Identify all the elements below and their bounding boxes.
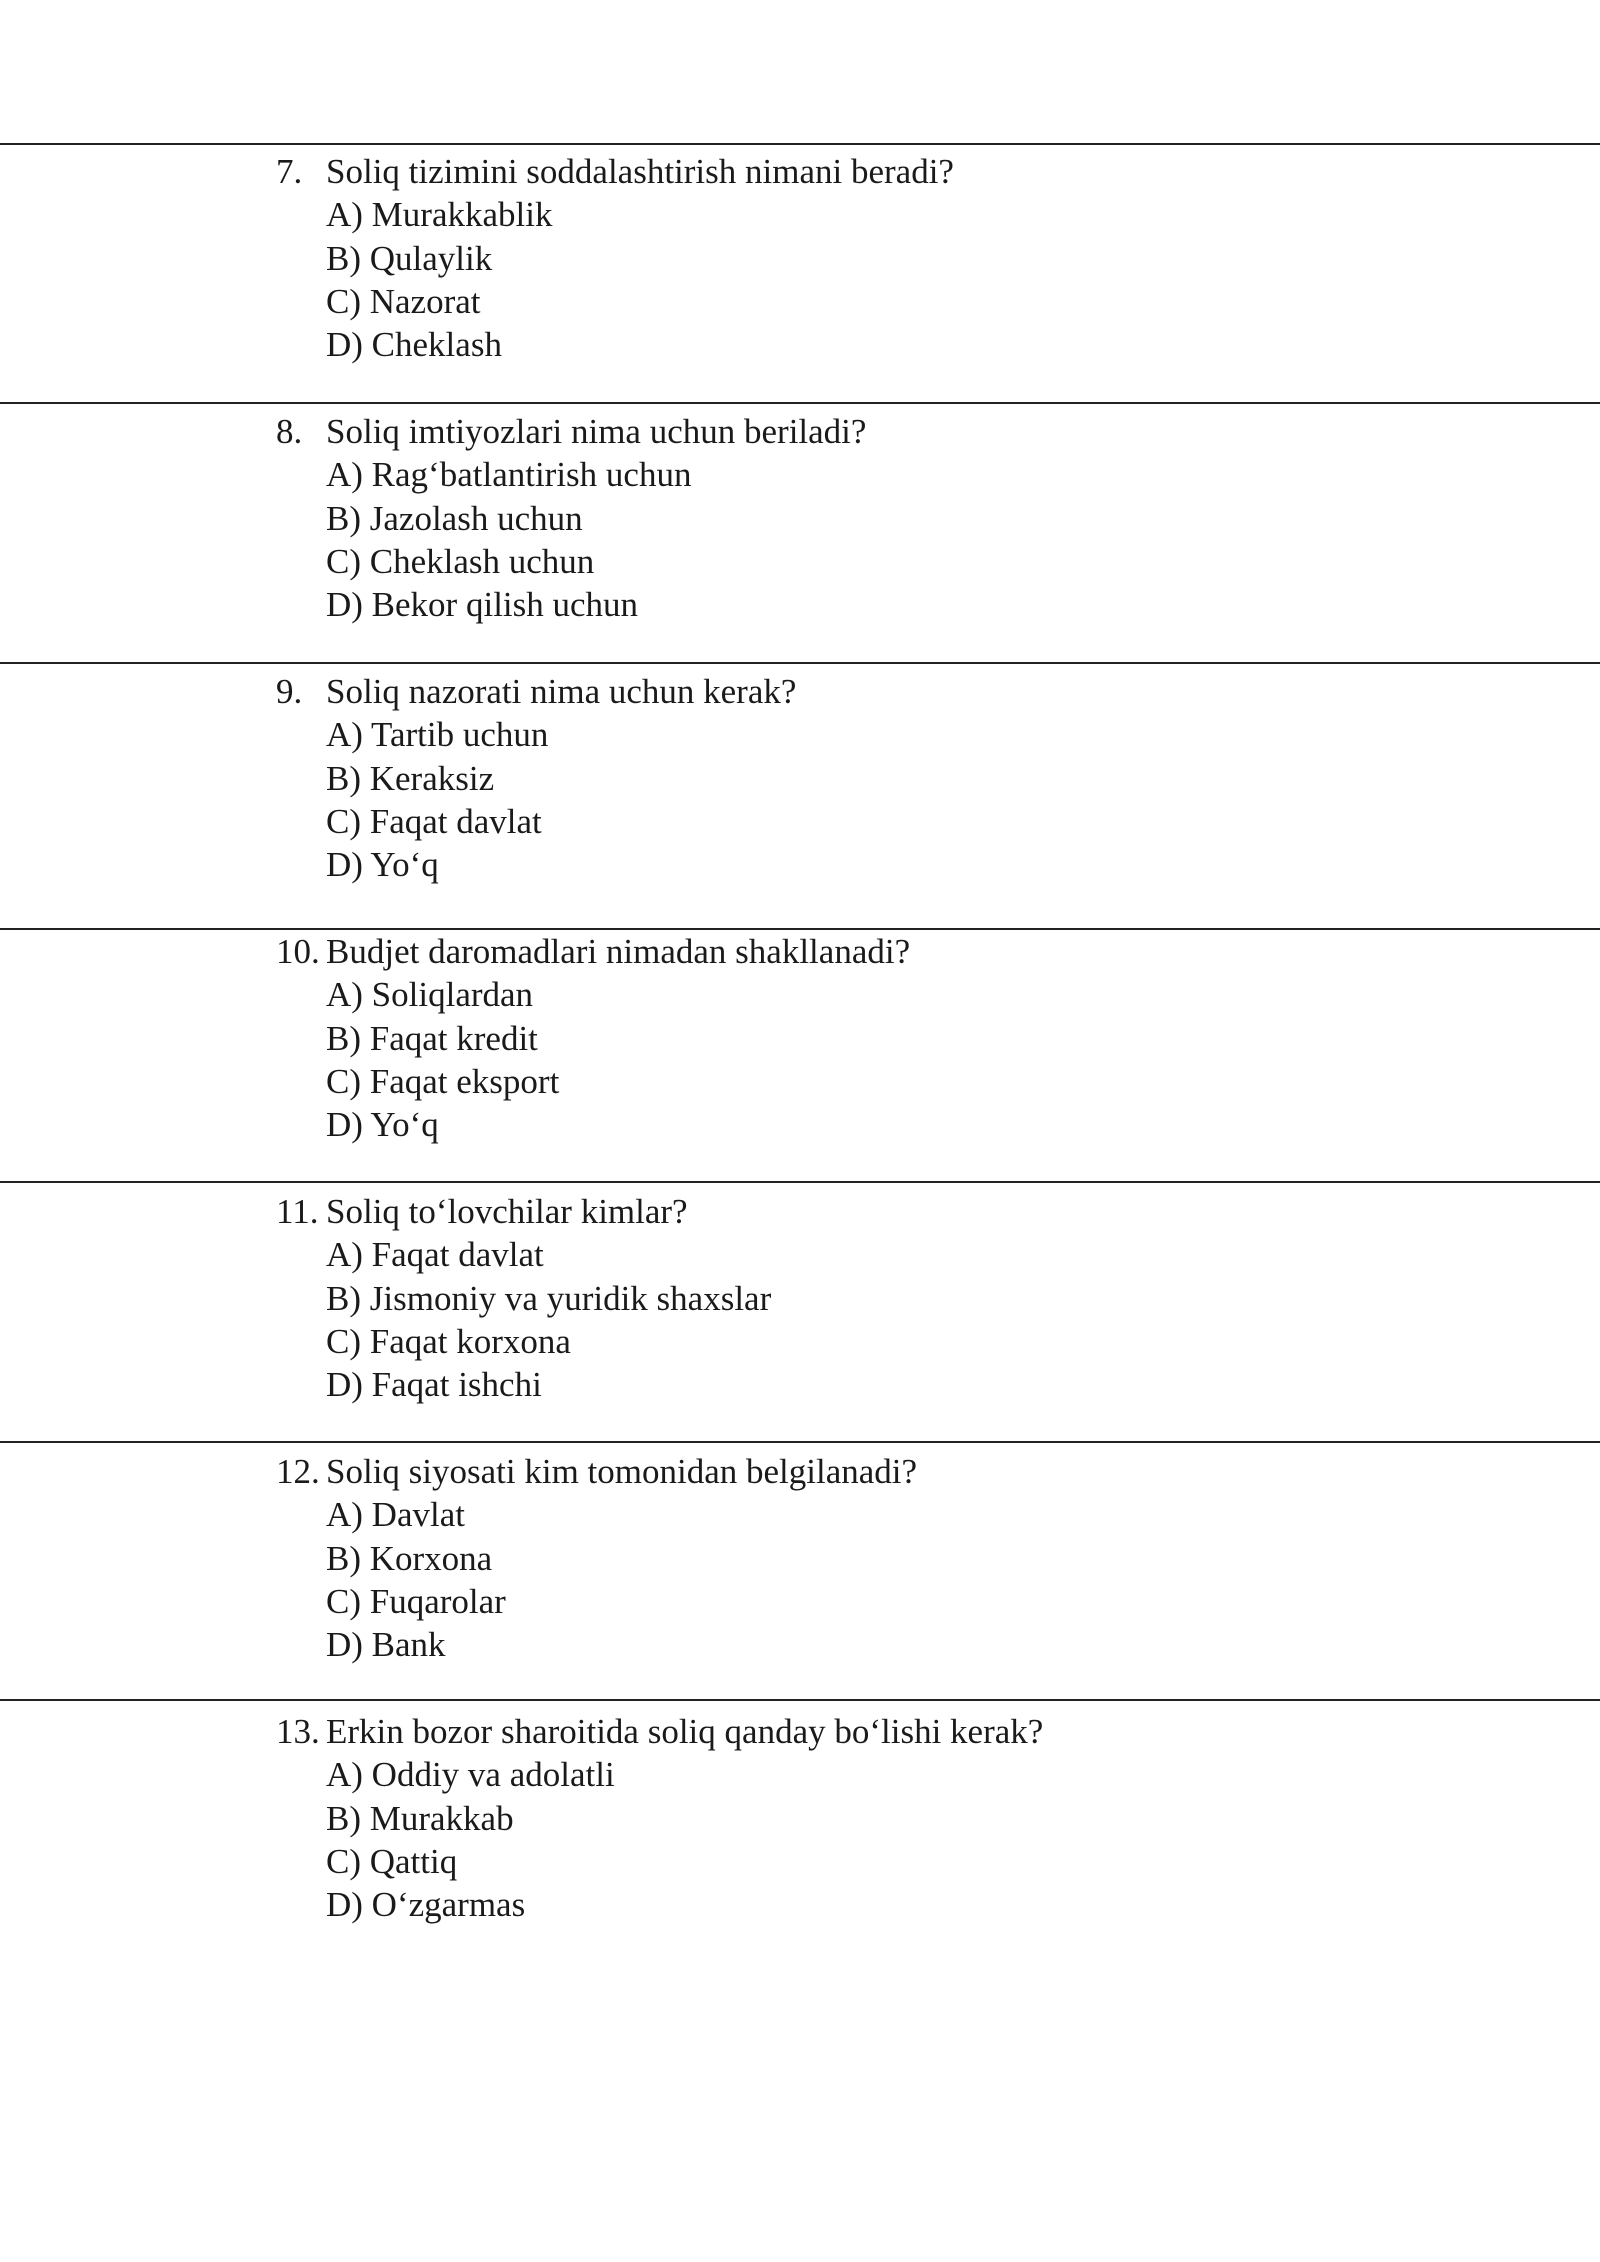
question-text: Soliq nazorati nima uchun kerak?	[326, 672, 797, 711]
question-line	[276, 1190, 1476, 1233]
question-number: 8.	[276, 412, 303, 451]
answer-option-d: D) Yo‘q	[326, 845, 439, 885]
question-number: 12.	[276, 1452, 320, 1491]
answer-option-c: C) Faqat eksport	[326, 1061, 560, 1101]
question-number: 9.	[276, 672, 303, 711]
answer-option-a: A) Davlat	[326, 1495, 465, 1535]
question-12	[276, 1450, 1476, 1666]
answer-option-a: A) Faqat davlat	[326, 1235, 544, 1275]
answer-option-b: B) Murakkab	[326, 1798, 514, 1838]
answer-option-c: C) Qattiq	[326, 1841, 458, 1881]
question-text: Soliq imtiyozlari nima uchun beriladi?	[326, 412, 867, 451]
divider-rule	[0, 1699, 1600, 1701]
question-line	[276, 410, 1476, 453]
answer-option-a: A) Soliqlardan	[326, 975, 534, 1015]
question-text: Erkin bozor sharoitida soliq qanday bo‘lishi kerak?	[326, 1712, 1044, 1751]
question-7	[276, 150, 1476, 366]
question-9	[276, 670, 1476, 886]
question-number: 13.	[276, 1712, 320, 1751]
answer-option-d: D) O‘zgarmas	[326, 1885, 526, 1925]
answer-option-b: B) Jismoniy va yuridik shaxslar	[326, 1278, 772, 1318]
answer-option-b: B) Keraksiz	[326, 758, 495, 798]
answer-option-b: B) Qulaylik	[326, 238, 493, 278]
answer-option-c: C) Nazorat	[326, 281, 481, 321]
question-line	[276, 1710, 1476, 1753]
divider-rule	[0, 402, 1600, 404]
answer-option-b: B) Faqat kredit	[326, 1018, 538, 1058]
question-text: Soliq siyosati kim tomonidan belgilanadi?	[326, 1452, 918, 1491]
question-10	[276, 930, 1476, 1146]
question-line	[276, 1450, 1476, 1493]
answer-option-d: D) Cheklash	[326, 325, 502, 365]
question-line	[276, 930, 1476, 973]
question-line	[276, 670, 1476, 713]
answer-option-d: D) Bank	[326, 1625, 446, 1665]
divider-rule	[0, 143, 1600, 145]
question-13	[276, 1710, 1476, 1926]
answer-option-b: B) Jazolash uchun	[326, 498, 583, 538]
question-number: 10.	[276, 932, 320, 971]
question-number: 11.	[276, 1192, 319, 1231]
divider-rule	[0, 662, 1600, 664]
answer-option-c: C) Faqat korxona	[326, 1321, 571, 1361]
answer-option-c: C) Fuqarolar	[326, 1581, 506, 1621]
answer-option-b: B) Korxona	[326, 1538, 493, 1578]
divider-rule	[0, 1441, 1600, 1443]
question-8	[276, 410, 1476, 626]
answer-option-c: C) Faqat davlat	[326, 801, 542, 841]
answer-option-c: C) Cheklash uchun	[326, 541, 595, 581]
answer-option-d: D) Bekor qilish uchun	[326, 585, 639, 625]
answer-option-d: D) Faqat ishchi	[326, 1365, 542, 1405]
answer-option-a: A) Tartib uchun	[326, 715, 549, 755]
question-text: Soliq to‘lovchilar kimlar?	[326, 1192, 688, 1231]
question-line	[276, 150, 1476, 193]
question-11	[276, 1190, 1476, 1406]
answer-option-a: A) Rag‘batlantirish uchun	[326, 455, 692, 495]
answer-option-a: A) Oddiy va adolatli	[326, 1755, 615, 1795]
question-text: Soliq tizimini soddalashtirish nimani beradi?	[326, 152, 954, 191]
answer-option-d: D) Yo‘q	[326, 1105, 439, 1145]
question-text: Budjet daromadlari nimadan shakllanadi?	[326, 932, 911, 971]
question-number: 7.	[276, 152, 303, 191]
answer-option-a: A) Murakkablik	[326, 195, 553, 235]
divider-rule	[0, 1181, 1600, 1183]
